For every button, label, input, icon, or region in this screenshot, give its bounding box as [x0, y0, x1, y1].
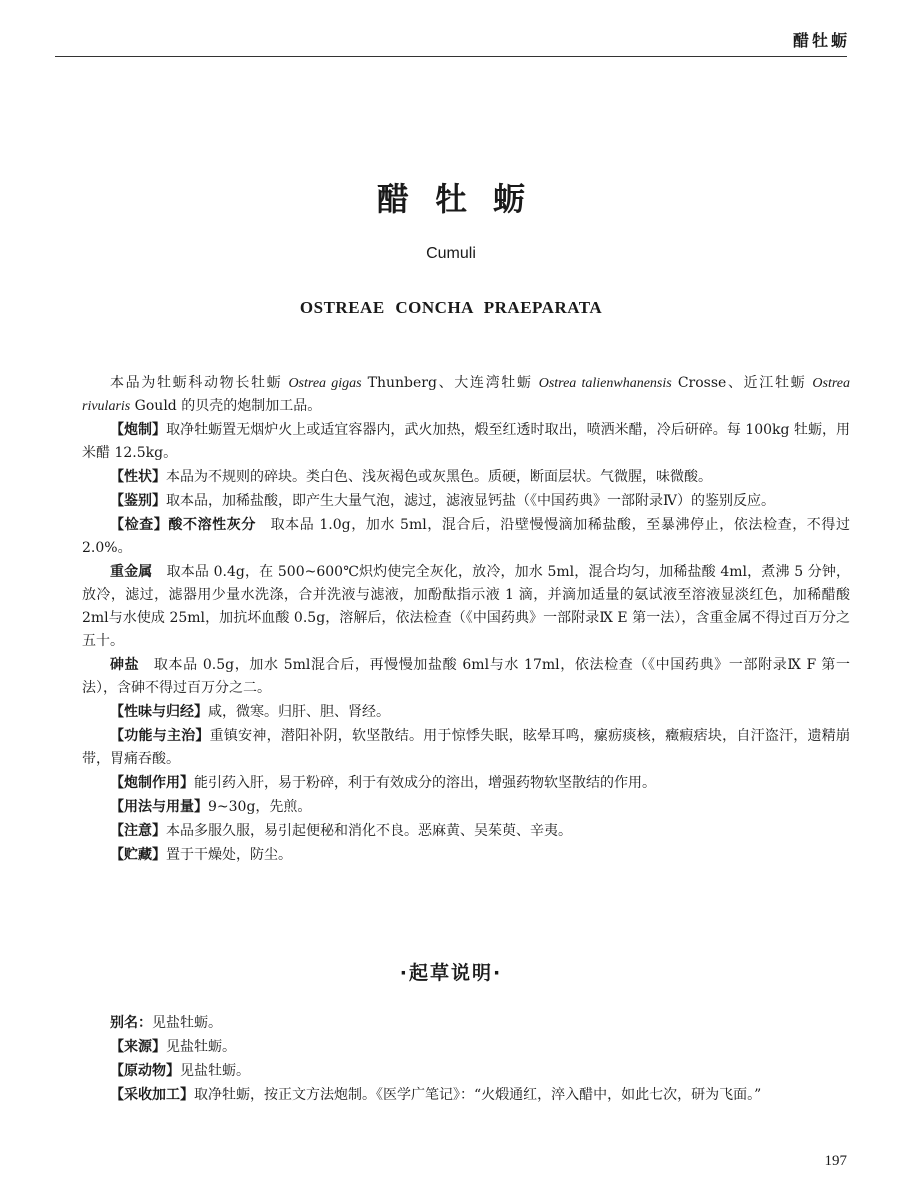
section-xingzhuang	[82, 466, 850, 489]
section-zhuyi	[82, 820, 850, 843]
species-name: Ostrea rivularis	[82, 376, 851, 414]
section-label: 【原动物】	[110, 1063, 180, 1079]
section-text: 取净牡蛎，按正文方法炮制。《医学广笔记》：“火煅通红，淬入醋中，如此七次，研为飞面。”	[194, 1087, 762, 1103]
section-zuoyong	[82, 772, 850, 795]
section-zhucang	[82, 844, 850, 867]
section-heavy-metal	[82, 561, 850, 653]
drafting-laiyuan	[82, 1036, 850, 1059]
section-label: 【性味与归经】	[110, 704, 208, 720]
drafting-notes-title: ·起草说明·	[399, 962, 503, 984]
section-sublabel: 酸不溶性灰分	[168, 517, 256, 533]
section-text: 取净牡蛎置无烟炉火上或适宜容器内，武火加热，煅至红透时取出，喷洒米醋，冷后研碎。每 100kg 牡蛎，用米醋 12.5kg。	[82, 422, 850, 461]
section-label: 【性状】	[110, 469, 166, 485]
section-text: 本品为不规则的碎块。类白色、浅灰褐色或灰黑色。质硬，断面层状。气微腥，味微酸。	[166, 469, 712, 485]
section-xingwei	[82, 701, 850, 724]
section-text: 本品多服久服，易引起便秘和消化不良。恶麻黄、吴茱萸、辛夷。	[166, 823, 572, 839]
intro-text: 本品为牡蛎科动物长牡蛎	[110, 375, 289, 391]
section-jiancha	[82, 514, 850, 560]
drafting-bieming	[82, 1012, 850, 1035]
species-name: Ostrea talienwhanensis	[538, 376, 672, 391]
section-yongfa	[82, 796, 850, 819]
section-text: 见盐牡蛎。	[180, 1063, 250, 1079]
intro-paragraph	[82, 372, 850, 418]
section-text: 取本品 1.0g，加水 5ml，混合后，沿壁慢慢滴加稀盐酸，至暴沸停止，依法检查，不得过 2.0%。	[82, 517, 850, 556]
section-arsenic	[82, 654, 850, 700]
section-text: 取本品 0.5g，加水 5ml混合后，再慢慢加盐酸 6ml与水 17ml，依法检查（《中国药典》一部附录Ⅸ F 第一法），含砷不得过百万分之二。	[82, 657, 850, 696]
section-label: 【炮制作用】	[110, 775, 194, 791]
section-text: 能引药入肝，易于粉碎，利于有效成分的溶出，增强药物软坚散结的作用。	[194, 775, 656, 791]
section-text: 置于干燥处，防尘。	[166, 847, 292, 863]
drafting-caishou	[82, 1084, 850, 1107]
section-label: 【注意】	[110, 823, 166, 839]
latin-name: OSTREAE CONCHA PRAEPARATA	[299, 298, 603, 317]
section-text: 取本品 0.4g，在 500~600℃炽灼使完全灰化，放冷，加水 5ml，混合均匀，加稀盐酸 4ml，煮沸 5 分钟，放冷，滤过，滤器用少量水洗涤，合并洗液与滤液，加酚酞指示液 1 滴，并滴加适量的氨试液至溶液显淡红色，加稀醋酸 2ml与水使成 25ml，加抗坏血酸 0.5g，溶解后，依法检查（《中国药典》一部附录Ⅸ E 第一法），含重金属不得过百万分之五十。	[82, 564, 850, 649]
species-name: Ostrea gigas	[288, 376, 362, 391]
section-text: 见盐牡蛎。	[166, 1039, 236, 1055]
section-label: 【来源】	[110, 1039, 166, 1055]
monograph-body	[82, 372, 850, 868]
section-jianbie	[82, 490, 850, 513]
section-text: 取本品，加稀盐酸，即产生大量气泡，滤过，滤液显钙盐（《中国药典》一部附录Ⅳ）的鉴别反应。	[166, 493, 775, 509]
pinyin-name: Cumuli	[426, 245, 476, 262]
section-label: 【炮制】	[110, 422, 167, 438]
drafting-yuandongwu	[82, 1060, 850, 1083]
running-head: 醋牡蛎	[792, 31, 850, 50]
section-text: 重镇安神，潜阳补阴，软坚散结。用于惊悸失眠，眩晕耳鸣，瘰疬痰核，癥瘕痞块，自汗盗汗，遗精崩带，胃痛吞酸。	[82, 728, 851, 767]
section-text: 咸，微寒。归肝、胆、肾经。	[208, 704, 390, 720]
section-label: 【检查】	[110, 517, 169, 533]
section-label: 别名：	[110, 1015, 152, 1031]
intro-text: Gould 的贝壳的炮制加工品。	[130, 398, 322, 414]
section-text: 9~30g，先煎。	[208, 799, 312, 815]
section-label: 【采收加工】	[110, 1087, 194, 1103]
section-label: 【鉴别】	[110, 493, 166, 509]
intro-text: Thunberg、大连湾牡蛎	[361, 375, 539, 391]
section-label: 重金属	[110, 564, 153, 580]
page-number: 197	[824, 1153, 847, 1169]
header-rule	[55, 56, 847, 57]
intro-text: Crosse、近江牡蛎	[671, 375, 813, 391]
drafting-notes-body	[82, 1012, 850, 1108]
section-label: 【功能与主治】	[110, 728, 210, 744]
section-label: 砷盐	[110, 657, 140, 673]
section-text: 见盐牡蛎。	[152, 1015, 222, 1031]
section-label: 【用法与用量】	[110, 799, 208, 815]
section-paozhi	[82, 419, 850, 465]
section-label: 【贮藏】	[110, 847, 166, 863]
page-title: 醋牡蛎	[376, 180, 551, 218]
section-gongneng	[82, 725, 850, 771]
